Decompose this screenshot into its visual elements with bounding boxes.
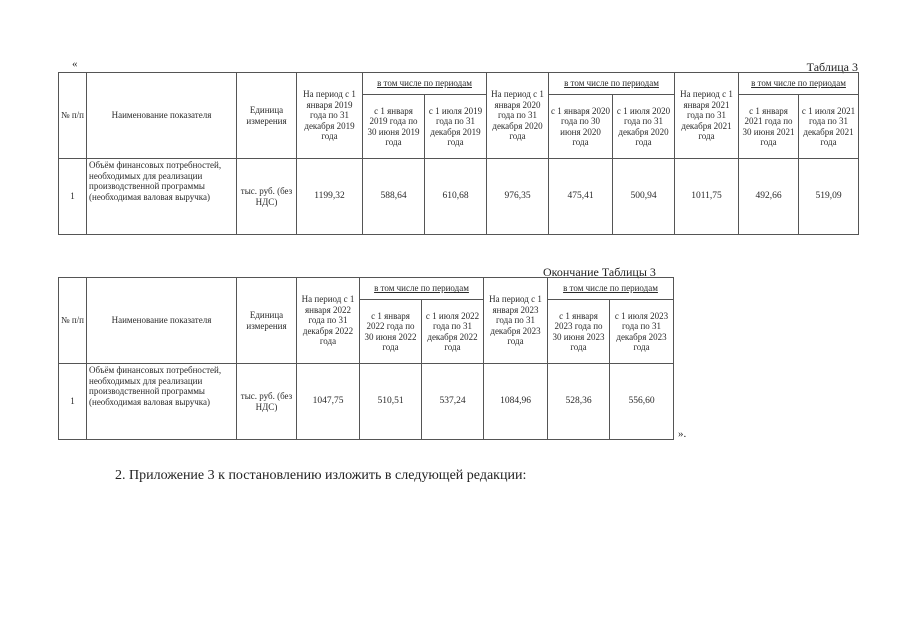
table2-value-2023-h2: 556,60 (610, 364, 674, 440)
table1-header-h2-2019: с 1 июля 2019 года по 31 декабря 2019 года (425, 95, 487, 159)
table1-value-2020-h1: 475,41 (549, 159, 613, 235)
table2-header-name: Наименование показателя (87, 278, 237, 364)
table2 (58, 277, 674, 440)
table1-header-name: Наименование показателя (87, 73, 237, 159)
table1-row-name: Объём финансовых потребностей, необходимых для реализации производственной программы (необходимая валовая выручка) (87, 159, 237, 235)
closing-quote: ». (678, 428, 687, 440)
table1-header-period-2019: На период с 1 января 2019 года по 31 декабря 2019 года (297, 73, 363, 159)
table2-row-num: 1 (59, 364, 87, 440)
table2-row-unit: тыс. руб. (без НДС) (237, 364, 297, 440)
table2-header-h1-2023: с 1 января 2023 года по 30 июня 2023 года (548, 300, 610, 364)
table2-value-2022-h1: 510,51 (360, 364, 422, 440)
table1-header-h1-2019: с 1 января 2019 года по 30 июня 2019 года (363, 95, 425, 159)
table1-header-unit: Единица измерения (237, 73, 297, 159)
table2-value-2022-h2: 537,24 (422, 364, 484, 440)
table1-header-h1-2020: с 1 января 2020 года по 30 июня 2020 года (549, 95, 613, 159)
table1-value-2021-h1: 492,66 (739, 159, 799, 235)
table1-header-h2-2020: с 1 июля 2020 года по 31 декабря 2020 года (613, 95, 675, 159)
table2-header-num: № п/п (59, 278, 87, 364)
table2-value-2023: 1084,96 (484, 364, 548, 440)
table2-header-period-2023: На период с 1 января 2023 года по 31 декабря 2023 года (484, 278, 548, 364)
table2-value-2023-h1: 528,36 (548, 364, 610, 440)
table1-value-2020-h2: 500,94 (613, 159, 675, 235)
table1-header-period-2021: На период с 1 января 2021 года по 31 декабря 2021 года (675, 73, 739, 159)
table1-header-incl-2019: в том числе по периодам (363, 73, 487, 95)
table1-header-h2-2021: с 1 июля 2021 года по 31 декабря 2021 года (799, 95, 859, 159)
opening-quote: « (72, 58, 78, 70)
table1-value-2021: 1011,75 (675, 159, 739, 235)
table1-header-incl-2020: в том числе по периодам (549, 73, 675, 95)
table2-header-h2-2023: с 1 июля 2023 года по 31 декабря 2023 года (610, 300, 674, 364)
table1-value-2020: 976,35 (487, 159, 549, 235)
table2-header-incl-2023: в том числе по периодам (548, 278, 674, 300)
table2-caption: Окончание Таблицы 3 (543, 265, 656, 279)
table1 (58, 72, 859, 235)
table1-value-2019-h2: 610,68 (425, 159, 487, 235)
table1-value-2021-h2: 519,09 (799, 159, 859, 235)
table1-header-h1-2021: с 1 января 2021 года по 30 июня 2021 года (739, 95, 799, 159)
table2-header-h1-2022: с 1 января 2022 года по 30 июня 2022 года (360, 300, 422, 364)
table2-header-unit: Единица измерения (237, 278, 297, 364)
table-row (59, 364, 674, 440)
table1-row-num: 1 (59, 159, 87, 235)
amendment-paragraph: 2. Приложение 3 к постановлению изложить в следующей редакции: (115, 468, 527, 483)
table1-header-num: № п/п (59, 73, 87, 159)
table1-header-incl-2021: в том числе по периодам (739, 73, 859, 95)
table1-caption: Таблица 3 (806, 60, 858, 74)
table1-header-period-2020: На период с 1 января 2020 года по 31 декабря 2020 года (487, 73, 549, 159)
table2-header-period-2022: На период с 1 января 2022 года по 31 декабря 2022 года (297, 278, 360, 364)
table-row (59, 159, 859, 235)
table1-row-unit: тыс. руб. (без НДС) (237, 159, 297, 235)
table2-row-name: Объём финансовых потребностей, необходимых для реализации производственной программы (необходимая валовая выручка) (87, 364, 237, 440)
table2-header-h2-2022: с 1 июля 2022 года по 31 декабря 2022 года (422, 300, 484, 364)
table2-header-incl-2022: в том числе по периодам (360, 278, 484, 300)
table1-value-2019: 1199,32 (297, 159, 363, 235)
table1-value-2019-h1: 588,64 (363, 159, 425, 235)
table2-value-2022: 1047,75 (297, 364, 360, 440)
